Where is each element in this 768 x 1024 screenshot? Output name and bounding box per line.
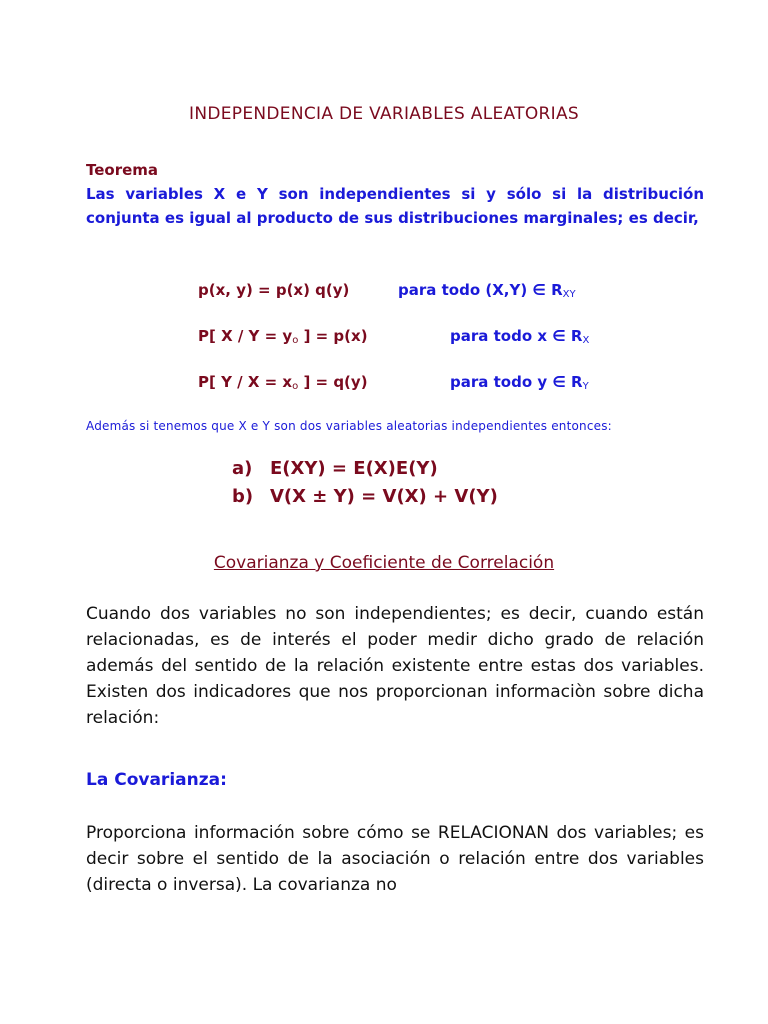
equation-conditional-y (198, 373, 368, 392)
condition-subscript: Y (582, 381, 589, 392)
property-a-expr: E(XY) = E(X)E(Y) (270, 458, 438, 479)
expr-pre: P[ X / Y = y (198, 327, 293, 345)
equation-conditional-y-condition (450, 373, 589, 392)
condition-text: para todo x ∈ R (450, 327, 583, 345)
equation-joint: p(x, y) = p(x) q(y) (198, 281, 350, 299)
equation-conditional-x-condition (450, 327, 589, 346)
paragraph-intro: Cuando dos variables no son independientes; es decir, cuando están relacionadas, es de interés el poder medir dicho grado de relación además del sentido de la relación existente entre estas dos variables. Existen dos indicadores que nos proporcionan informaciòn sobre dicha relación: (86, 604, 704, 728)
condition-text: para todo (X,Y) ∈ R (398, 281, 563, 299)
property-b-label: b) (232, 486, 254, 507)
expr-post: ] = q(y) (298, 373, 368, 391)
page-title: INDEPENDENCIA DE VARIABLES ALEATORIAS (189, 104, 579, 124)
paragraph-covarianza: Proporciona información sobre cómo se RELACIONAN dos variables; es decir sobre el sentido de la asociación o relación entre dos variables (directa o inversa). La covarianza no (86, 823, 704, 895)
theorem-label: Teorema (86, 161, 159, 179)
expr-subscript: o (292, 381, 299, 392)
section-heading: Covarianza y Coeficiente de Correlación (213, 553, 555, 573)
equation-conditional-x (198, 327, 368, 346)
expr-subscript: o (292, 335, 299, 346)
equation-joint-condition (398, 281, 576, 300)
condition-subscript: XY (562, 289, 576, 300)
theorem-text: Las variables X e Y son independientes si y sólo si la distribución conjunta es igual al producto de sus distribuciones marginales; es decir, (86, 185, 704, 227)
expr-post: ] = p(x) (298, 327, 368, 345)
property-b-expr: V(X ± Y) = V(X) + V(Y) (270, 486, 498, 507)
property-a-label: a) (232, 458, 253, 479)
independence-note: Además si tenemos que X e Y son dos variables aleatorias independientes entonces: (86, 419, 612, 433)
condition-subscript: X (582, 335, 590, 346)
subheading-covarianza: La Covarianza: (86, 770, 227, 790)
expr-pre: P[ Y / X = x (198, 373, 293, 391)
condition-text: para todo y ∈ R (450, 373, 583, 391)
